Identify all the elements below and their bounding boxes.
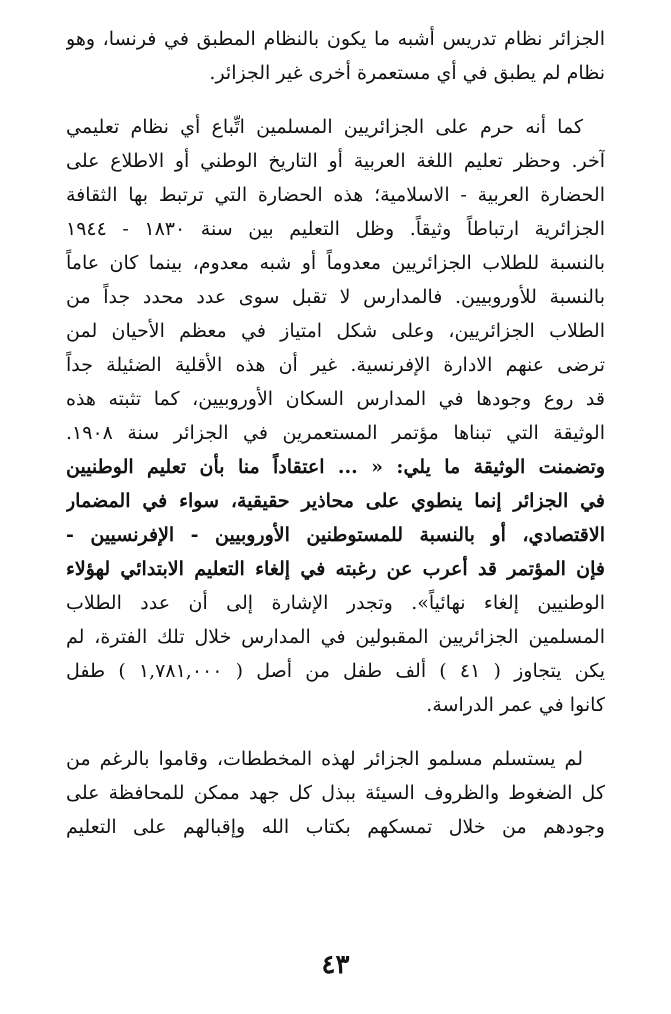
text-line: المسلمين الجزائريين المقبولين في المدارس خلال تلك الفترة، لم [66,626,605,648]
text-line: ترضى عنهم الادارة الإفرنسية. غير أن هذه الأقلية الضئيلة جداً [66,354,605,376]
quoted-text-line: وتضمنت الوثيقة ما يلي: « ... اعتقاداً منا بأن تعليم الوطنيين [66,456,605,478]
text-line: الحضارة العربية - الاسلامية؛ هذه الحضارة التي ترتبط بها الثقافة [66,184,605,206]
text-line: قد روع وجودها في المدارس السكان الأوروبيين، كما تثبته هذه [66,388,605,410]
paragraph [66,110,605,722]
text-line: لم يستسلم مسلمو الجزائر لهذه المخططات، وقاموا بالرغم من [66,748,583,770]
text-line: الجزائرية ارتباطاً وثيقاً. وظل التعليم بين سنة ١٨٣٠ - ١٩٤٤ [66,218,605,240]
text-line: بالنسبة للطلاب الجزائريين معدوماً أو شبه معدوم، بينما كان عاماً [66,252,605,274]
text-line: كل الضغوط والظروف السيئة ببذل كل جهد ممكن للمحافظة على [66,782,605,804]
text-line: الوطنيين إلغاء نهائياً». وتجدر الإشارة إلى أن عدد الطلاب [66,592,605,614]
text-line: وجودهم من خلال تمسكهم بكتاب الله وإقبالهم على التعليم [66,816,605,838]
page-number: ٤٣ [321,950,350,980]
quoted-text-line: في الجزائر إنما ينطوي على محاذير حقيقية، سواء في المضمار [66,490,605,512]
text-line: الجزائر نظام تدريس أشبه ما يكون بالنظام المطبق في فرنسا، وهو [66,28,605,50]
text-line: الطلاب الجزائريين، وعلى شكل امتياز في معظم الأحيان لمن [66,320,605,342]
quoted-text-line: فإن المؤتمر قد أعرب عن رغبته في إلغاء التعليم الابتدائي لهؤلاء [66,558,605,580]
text-line: الوثيقة التي تبناها مؤتمر المستعمرين في الجزائر سنة ١٩٠٨. [66,422,605,444]
quoted-text-line: الاقتصادي، أو بالنسبة للمستوطنين الأوروبيين - الإفرنسيين - [66,524,605,546]
paragraph [66,22,605,90]
text-line: كما أنه حرم على الجزائريين المسلمين اتِّباع أي نظام تعليمي [66,116,583,138]
text-line: يكن يتجاوز ( ٤١ ) ألف طفل من أصل ( ١,٧٨١,٠٠٠ ) طفل [66,660,605,682]
paragraph [66,742,605,844]
text-line: آخر. وحظر تعليم اللغة العربية أو التاريخ الوطني أو الاطلاع على [66,150,605,172]
text-line: بالنسبة للأوروبيين. فالمدارس لا تقبل سوى عدد محدد جداً من [66,286,605,308]
text-line: كانوا في عمر الدراسة. [426,694,605,716]
page-body-text [66,22,605,844]
text-line: نظام لم يطبق في أي مستعمرة أخرى غير الجزائر. [209,62,605,84]
